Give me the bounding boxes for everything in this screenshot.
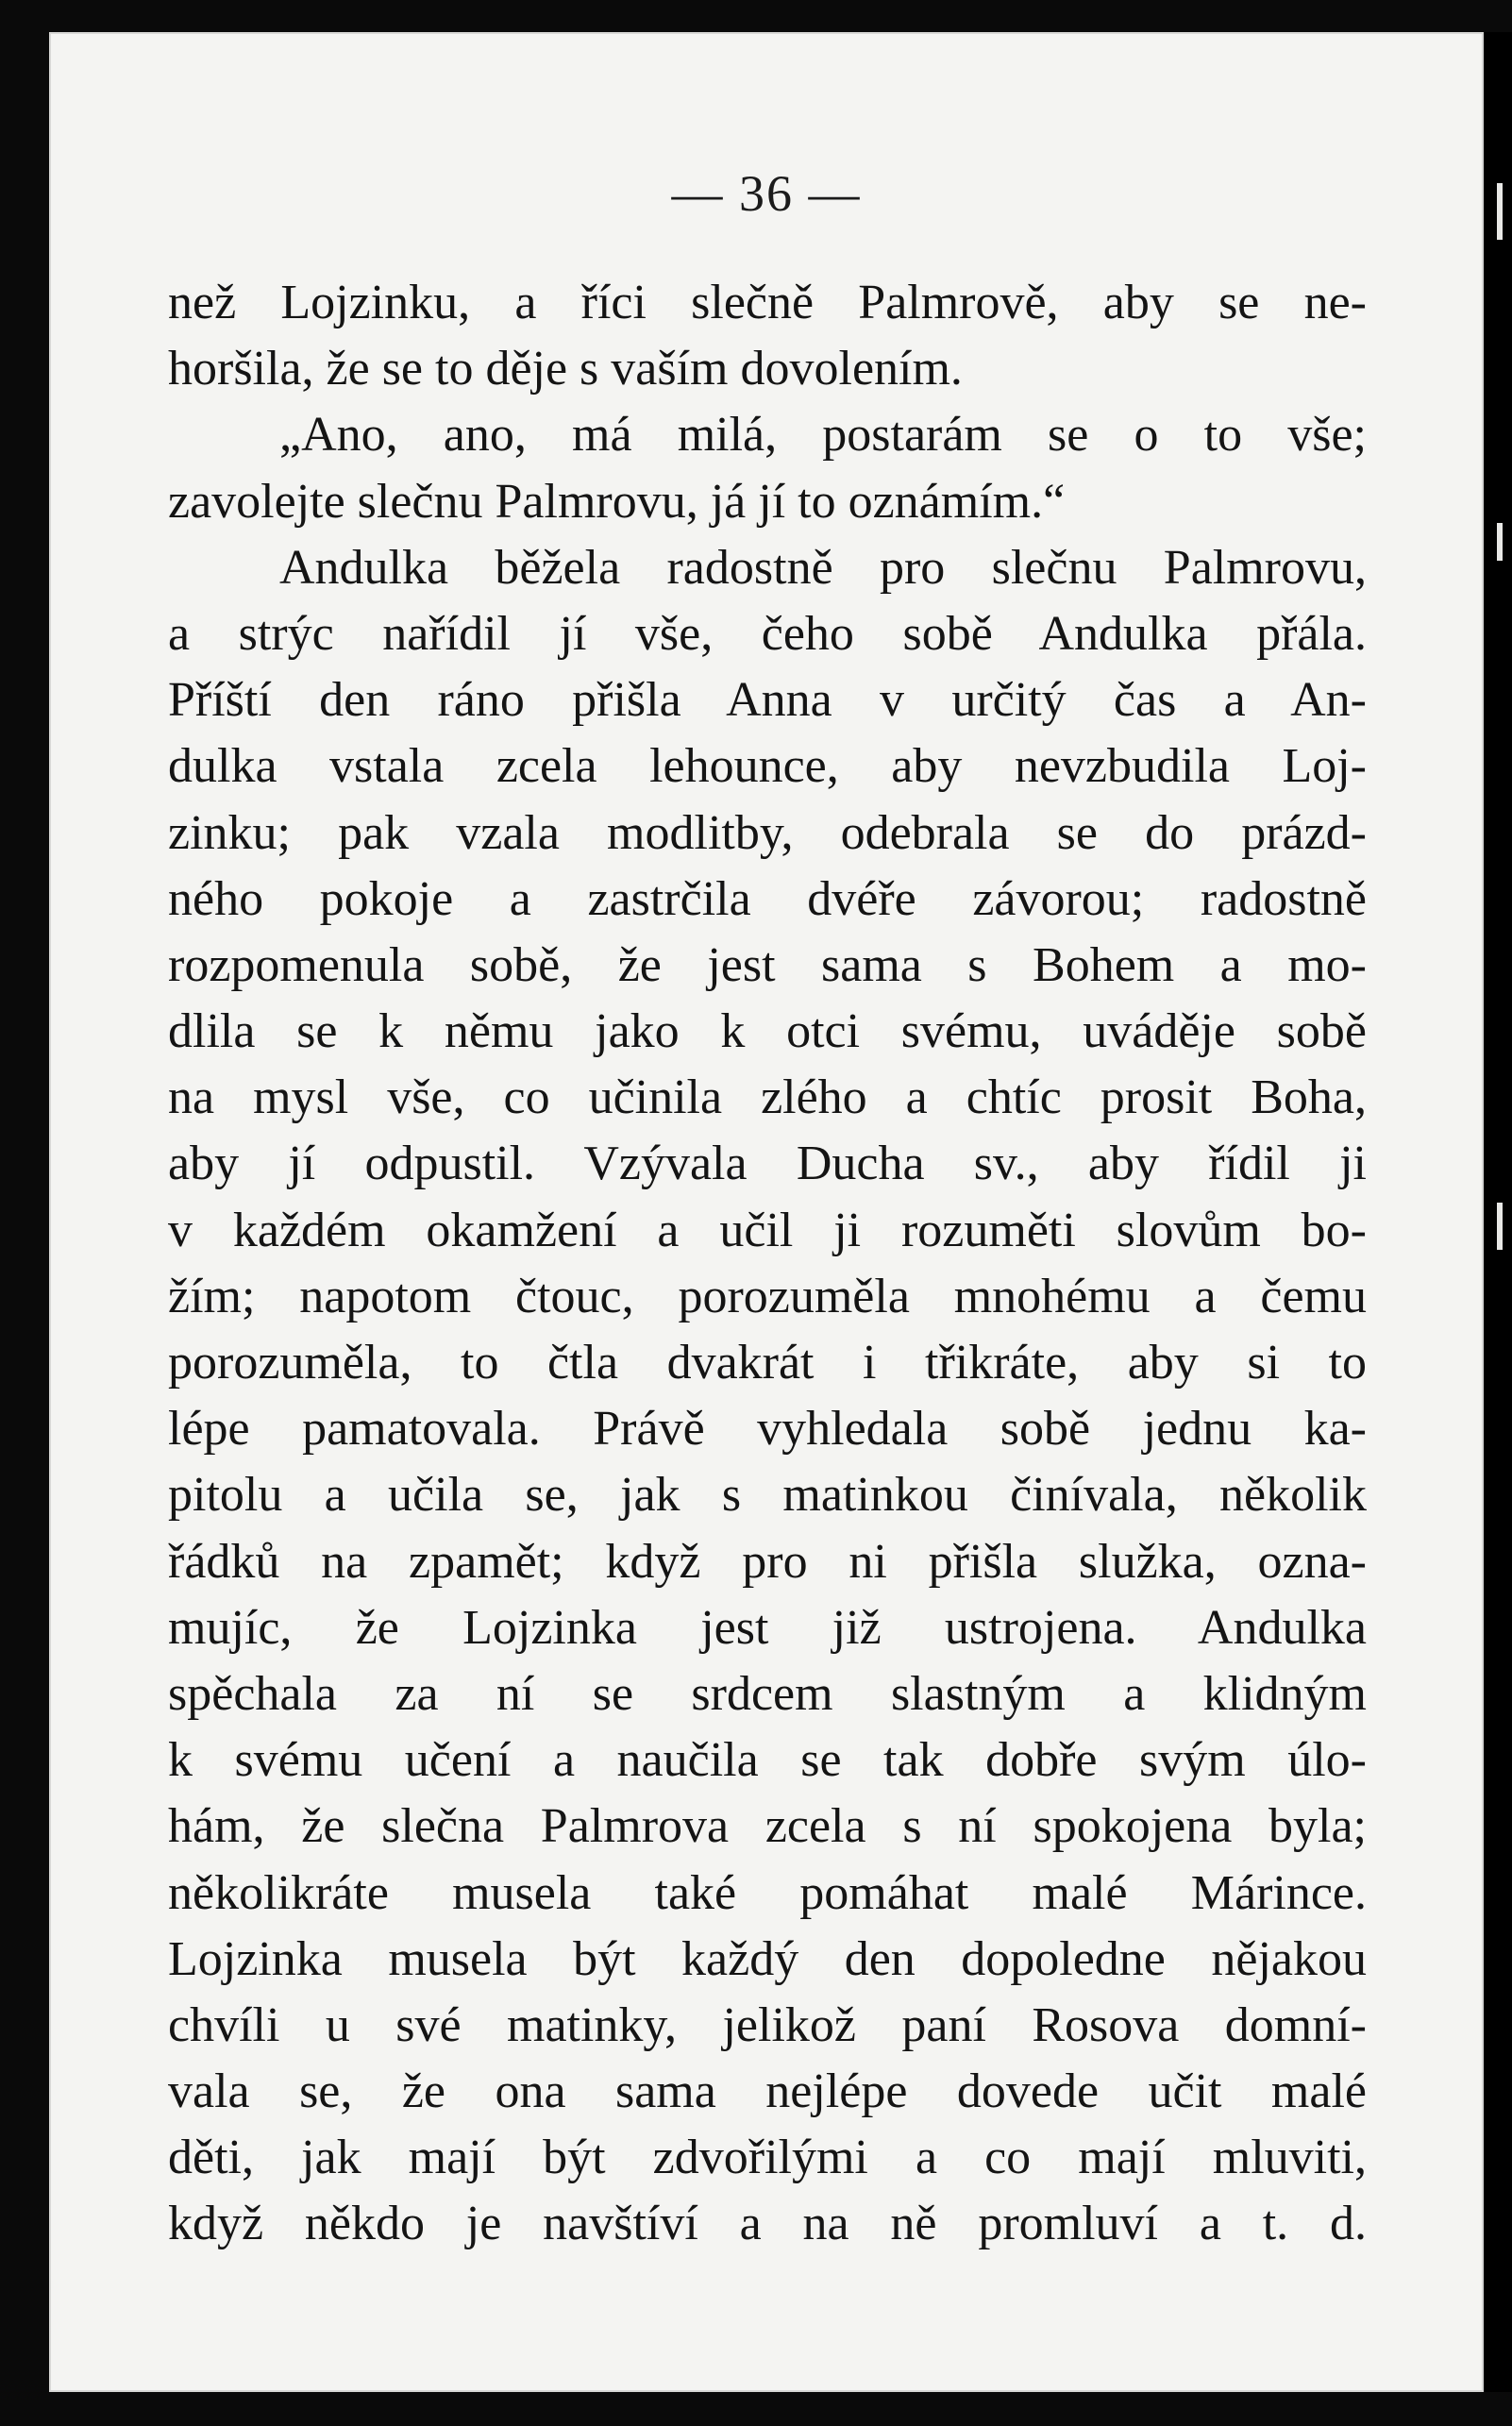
text-line: rozpomenula sobě, že jest sama s Bohem a mo-	[168, 937, 1367, 992]
text-line: v každém okamžení a učil ji rozuměti slovům bo-	[168, 1203, 1367, 1257]
text-line: ného pokoje a zastrčila dvéře závorou; radostně	[168, 871, 1367, 926]
text-line: zavolejte slečnu Palmrovu, já jí to oznámím.“	[168, 474, 1066, 529]
text-line: horšila, že se to děje s vaším dovolením.	[168, 342, 963, 396]
text-line: zinku; pak vzala modlitby, odebrala se do prázd-	[168, 805, 1367, 860]
text-line: Příští den ráno přišla Anna v určitý čas a An-	[168, 673, 1367, 728]
text-line: žím; napotom čtouc, porozuměla mnohému a čemu	[168, 1269, 1367, 1323]
page-number: — 36 —	[671, 165, 862, 222]
text-line: k svému učení a naučila se tak dobře svým úlo-	[168, 1733, 1367, 1788]
text-line: spěchala za ní se srdcem slastným a klidným	[168, 1666, 1367, 1721]
text-line: lépe pamatovala. Právě vyhledala sobě jednu ka-	[168, 1402, 1367, 1457]
book-page	[49, 32, 1484, 2392]
edge-mark	[1497, 183, 1503, 240]
text-line: chvíli u své matinky, jelikož paní Rosova domní-	[168, 1997, 1367, 2052]
text-line: pitolu a učila se, jak s matinkou činívala, několik	[168, 1468, 1367, 1523]
text-line: dlila se k němu jako k otci svému, uváděje sobě	[168, 1004, 1367, 1059]
text-line: Andulka běžela radostně pro slečnu Palmrovu,	[279, 540, 1367, 595]
text-line: porozuměla, to čtla dvakrát i třikráte, aby si to	[168, 1336, 1367, 1390]
text-line: řádků na zpamět; když pro ni přišla služka, ozna-	[168, 1534, 1367, 1589]
edge-mark	[1497, 1203, 1503, 1250]
text-line: na mysl vše, co učinila zlého a chtíc prosit Boha,	[168, 1070, 1367, 1125]
text-line: několikráte musela také pomáhat malé Márince.	[168, 1865, 1367, 1920]
text-line: hám, že slečna Palmrova zcela s ní spokojena byla;	[168, 1799, 1367, 1854]
text-line: aby jí odpustil. Vzývala Ducha sv., aby řídil ji	[168, 1137, 1367, 1191]
text-line: mujíc, že Lojzinka jest již ustrojena. Andulka	[168, 1600, 1367, 1655]
text-line: když někdo je navštíví a na ně promluví a t. d.	[168, 2197, 1367, 2251]
text-line: a strýc nařídil jí vše, čeho sobě Andulka přála.	[168, 606, 1367, 661]
edge-mark	[1497, 523, 1503, 561]
text-line: „Ano, ano, má milá, postarám se o to vše;	[279, 408, 1367, 463]
scan-edge	[1484, 32, 1512, 2392]
text-line: Lojzinka musela být každý den dopoledne nějakou	[168, 1931, 1367, 1986]
text-line: než Lojzinku, a říci slečně Palmrově, aby se ne-	[168, 276, 1367, 329]
body-text	[168, 270, 1367, 2258]
text-line: dulka vstala zcela lehounce, aby nevzbudila Loj-	[168, 739, 1367, 794]
text-line: vala se, že ona sama nejlépe dovede učit malé	[168, 2064, 1367, 2119]
text-line: děti, jak mají být zdvořilými a co mají mluviti,	[168, 2131, 1367, 2185]
